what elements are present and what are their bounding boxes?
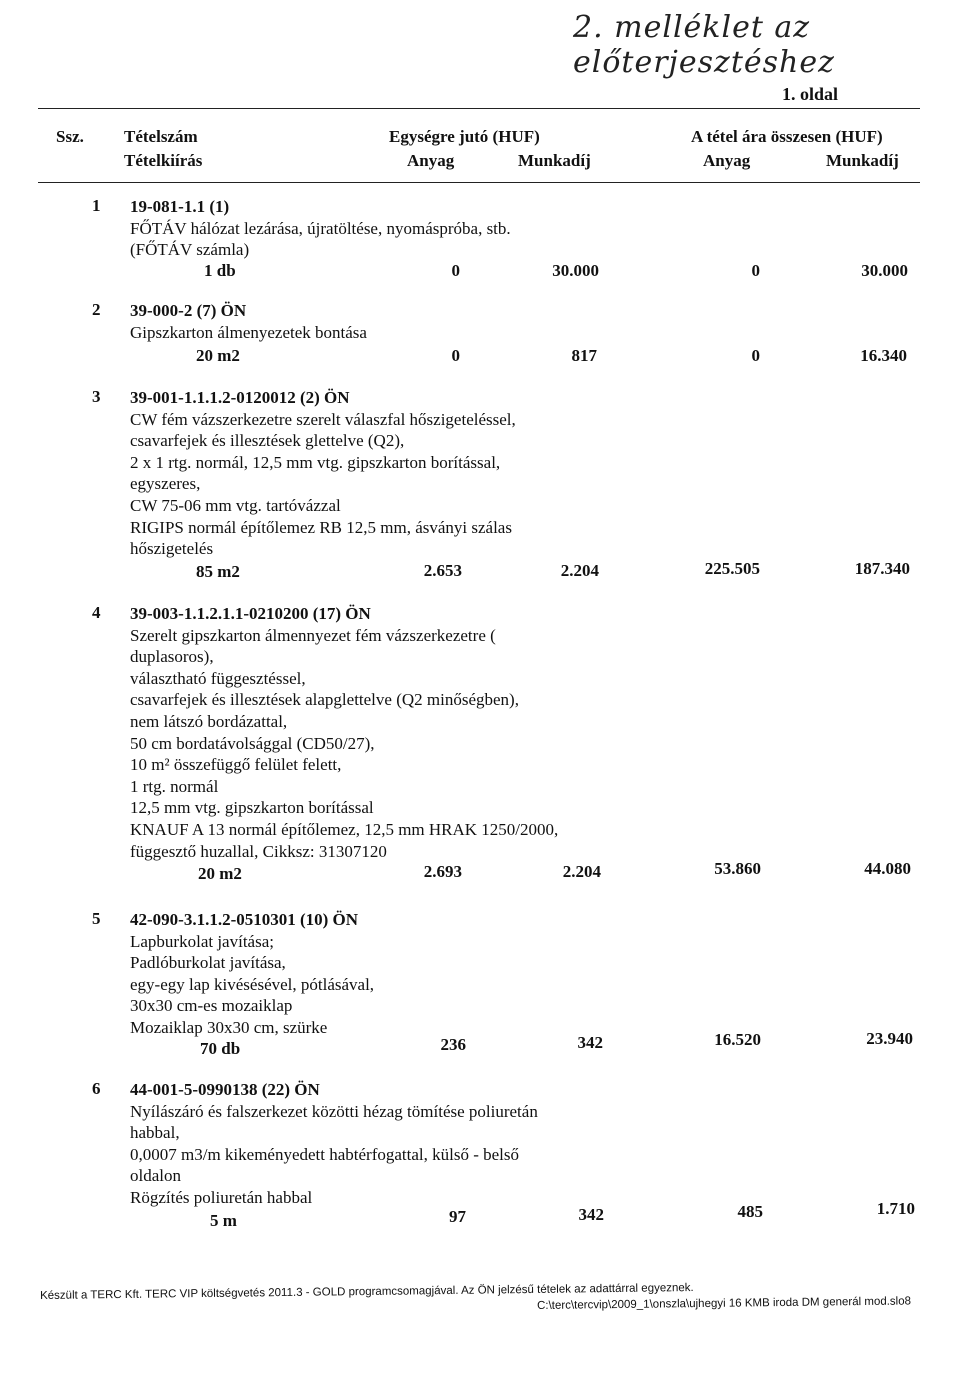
header-unit-anyag: Anyag (407, 151, 455, 170)
item-code: 39-003-1.1.2.1.1-0210200 (17) ÖN (130, 604, 371, 623)
item-total-munkadij: 16.340 (860, 346, 907, 365)
item-unit-munkadij: 817 (571, 346, 597, 365)
item-desc-line: választható függesztéssel, (130, 668, 306, 688)
item-desc-line: duplasoros), (130, 647, 214, 667)
item-total-munkadij: 23.940 (866, 1029, 913, 1048)
item-desc-line: CW 75-06 mm vtg. tartóvázzal (130, 495, 341, 515)
item-desc-line: 1 rtg. normál (130, 776, 219, 796)
item-unit-munkadij: 342 (577, 1033, 603, 1052)
item-desc-line: egyszeres, (130, 474, 201, 494)
item-code: 39-000-2 (7) ÖN (130, 301, 247, 320)
item-desc-line: oldalon (130, 1166, 181, 1186)
header-total-price: A tétel ára összesen (HUF) (691, 127, 883, 146)
item-desc-line: Rögzítés poliuretán habbal (130, 1187, 313, 1207)
header-ssz: Ssz. (56, 127, 84, 146)
item-desc-line: RIGIPS normál építőlemez RB 12,5 mm, ásványi szálas (130, 517, 512, 537)
item-code: 19-081-1.1 (1) (130, 197, 230, 216)
item-total-anyag: 0 (751, 346, 760, 365)
item-unit-anyag: 0 (451, 346, 460, 365)
item-desc-line: 10 m² összefüggő felület felett, (130, 755, 342, 775)
item-number: 1 (92, 196, 101, 215)
header-rule (38, 182, 920, 183)
item-total-munkadij: 44.080 (864, 859, 911, 878)
item-unit-anyag: 2.653 (423, 561, 462, 580)
item-desc-line: csavarfejek és illesztések glettelve (Q2), (130, 431, 405, 451)
item-desc-line: CW fém vázszerkezetre szerelt válaszfal hőszigeteléssel, (130, 409, 516, 429)
item-desc-line: Padlóburkolat javítása, (130, 953, 286, 973)
page-number: 1. oldal (782, 84, 839, 104)
item-number: 4 (92, 603, 101, 622)
item-quantity: 85 m2 (196, 562, 240, 581)
item-desc-line: 50 cm bordatávolsággal (CD50/27), (130, 733, 375, 753)
handwritten-annotation (555, 8, 955, 80)
item-desc-line: 2 x 1 rtg. normál, 12,5 mm vtg. gipszkarton borítással, (130, 452, 501, 472)
item-desc-line: nem látszó bordázattal, (130, 711, 288, 731)
item-unit-anyag: 97 (449, 1207, 466, 1226)
item-desc-line: Nyílászáró és falszerkezet közötti hézag tömítése poliuretán (130, 1101, 538, 1121)
item-desc-line: csavarfejek és illesztések alapglettelve (Q2 minőségben), (130, 690, 519, 710)
item-total-anyag: 225.505 (704, 559, 760, 578)
item-unit-anyag: 0 (451, 261, 460, 280)
item-total-anyag: 485 (737, 1202, 763, 1221)
item-quantity: 1 db (204, 261, 236, 280)
header-total-munkadij: Munkadíj (826, 151, 899, 170)
item-number: 6 (92, 1079, 101, 1098)
header-tetelkiiras: Tételkiírás (124, 151, 203, 170)
item-description (130, 387, 516, 560)
item-desc-line: 30x30 cm-es mozaiklap (130, 996, 293, 1016)
item-quantity: 20 m2 (196, 346, 240, 365)
item-desc-line: egy-egy lap kivésésével, pótlásával, (130, 974, 375, 994)
item-unit-munkadij: 2.204 (562, 862, 601, 881)
header-total-anyag: Anyag (703, 151, 751, 170)
item-total-munkadij: 187.340 (854, 559, 910, 578)
item-unit-anyag: 236 (440, 1035, 466, 1054)
item-description (130, 1079, 538, 1209)
item-number: 5 (92, 909, 101, 928)
item-desc-line: függesztő huzallal, Cikksz: 31307120 (130, 841, 387, 861)
item-total-munkadij: 1.710 (876, 1199, 915, 1218)
item-quantity: 20 m2 (198, 864, 242, 883)
item-total-anyag: 0 (751, 261, 760, 280)
item-unit-munkadij: 30.000 (552, 261, 599, 280)
item-number: 2 (92, 300, 101, 319)
header-unit-price: Egységre jutó (HUF) (389, 127, 540, 146)
item-desc-line: Gipszkarton álmenyezetek bontása (130, 322, 367, 342)
item-desc-line: 12,5 mm vtg. gipszkarton borítással (130, 798, 374, 818)
item-desc-line: 0,0007 m3/m kikeményedett habtérfogattal, külső - belső (130, 1144, 520, 1164)
item-desc-line: KNAUF A 13 normál építőlemez, 12,5 mm HRAK 1250/2000, (130, 819, 559, 839)
item-desc-line: (FŐTÁV számla) (130, 240, 250, 260)
item-code: 39-001-1.1.1.2-0120012 (2) ÖN (130, 388, 350, 407)
item-desc-line: Mozaiklap 30x30 cm, szürke (130, 1017, 328, 1037)
footer-generator-note: Készült a TERC Kft. TERC VIP költségvetés 2011.3 - GOLD programcsomagjával. Az ÖN jelzésű tételek az adattárral egyeznek. (40, 1282, 694, 1302)
item-number: 3 (92, 387, 101, 406)
item-unit-munkadij: 2.204 (560, 561, 599, 580)
header-tetelszam: Tételszám (124, 127, 198, 146)
item-code: 42-090-3.1.1.2-0510301 (10) ÖN (130, 910, 359, 929)
item-description (130, 300, 367, 343)
item-desc-line: Lapburkolat javítása; (130, 931, 274, 951)
item-quantity: 70 db (200, 1039, 241, 1058)
item-quantity: 5 m (210, 1211, 237, 1230)
item-desc-line: habbal, (130, 1123, 180, 1143)
top-rule (38, 108, 920, 109)
item-code: 44-001-5-0990138 (22) ÖN (130, 1080, 320, 1099)
item-desc-line: FŐTÁV hálózat lezárása, újratöltése, nyomáspróba, stb. (130, 218, 511, 238)
item-total-anyag: 53.860 (714, 859, 761, 878)
item-description (130, 909, 374, 1039)
header-unit-munkadij: Munkadíj (518, 151, 591, 170)
item-unit-munkadij: 342 (578, 1205, 604, 1224)
item-unit-anyag: 2.693 (423, 862, 462, 881)
item-total-munkadij: 30.000 (861, 261, 908, 280)
item-desc-line: Szerelt gipszkarton álmennyezet fém vázszerkezetre ( (130, 625, 496, 645)
item-description (130, 196, 511, 261)
item-desc-line: hőszigetelés (130, 539, 214, 559)
item-total-anyag: 16.520 (714, 1030, 761, 1049)
item-description (130, 603, 558, 862)
handwritten-note: 2. melléklet az előterjesztéshez (573, 10, 835, 80)
footer-file-path: C:\terc\tercvip\2009_1\onszla\ujhegyi 16 KMB iroda DM generál mod.slo8 (537, 1295, 912, 1312)
